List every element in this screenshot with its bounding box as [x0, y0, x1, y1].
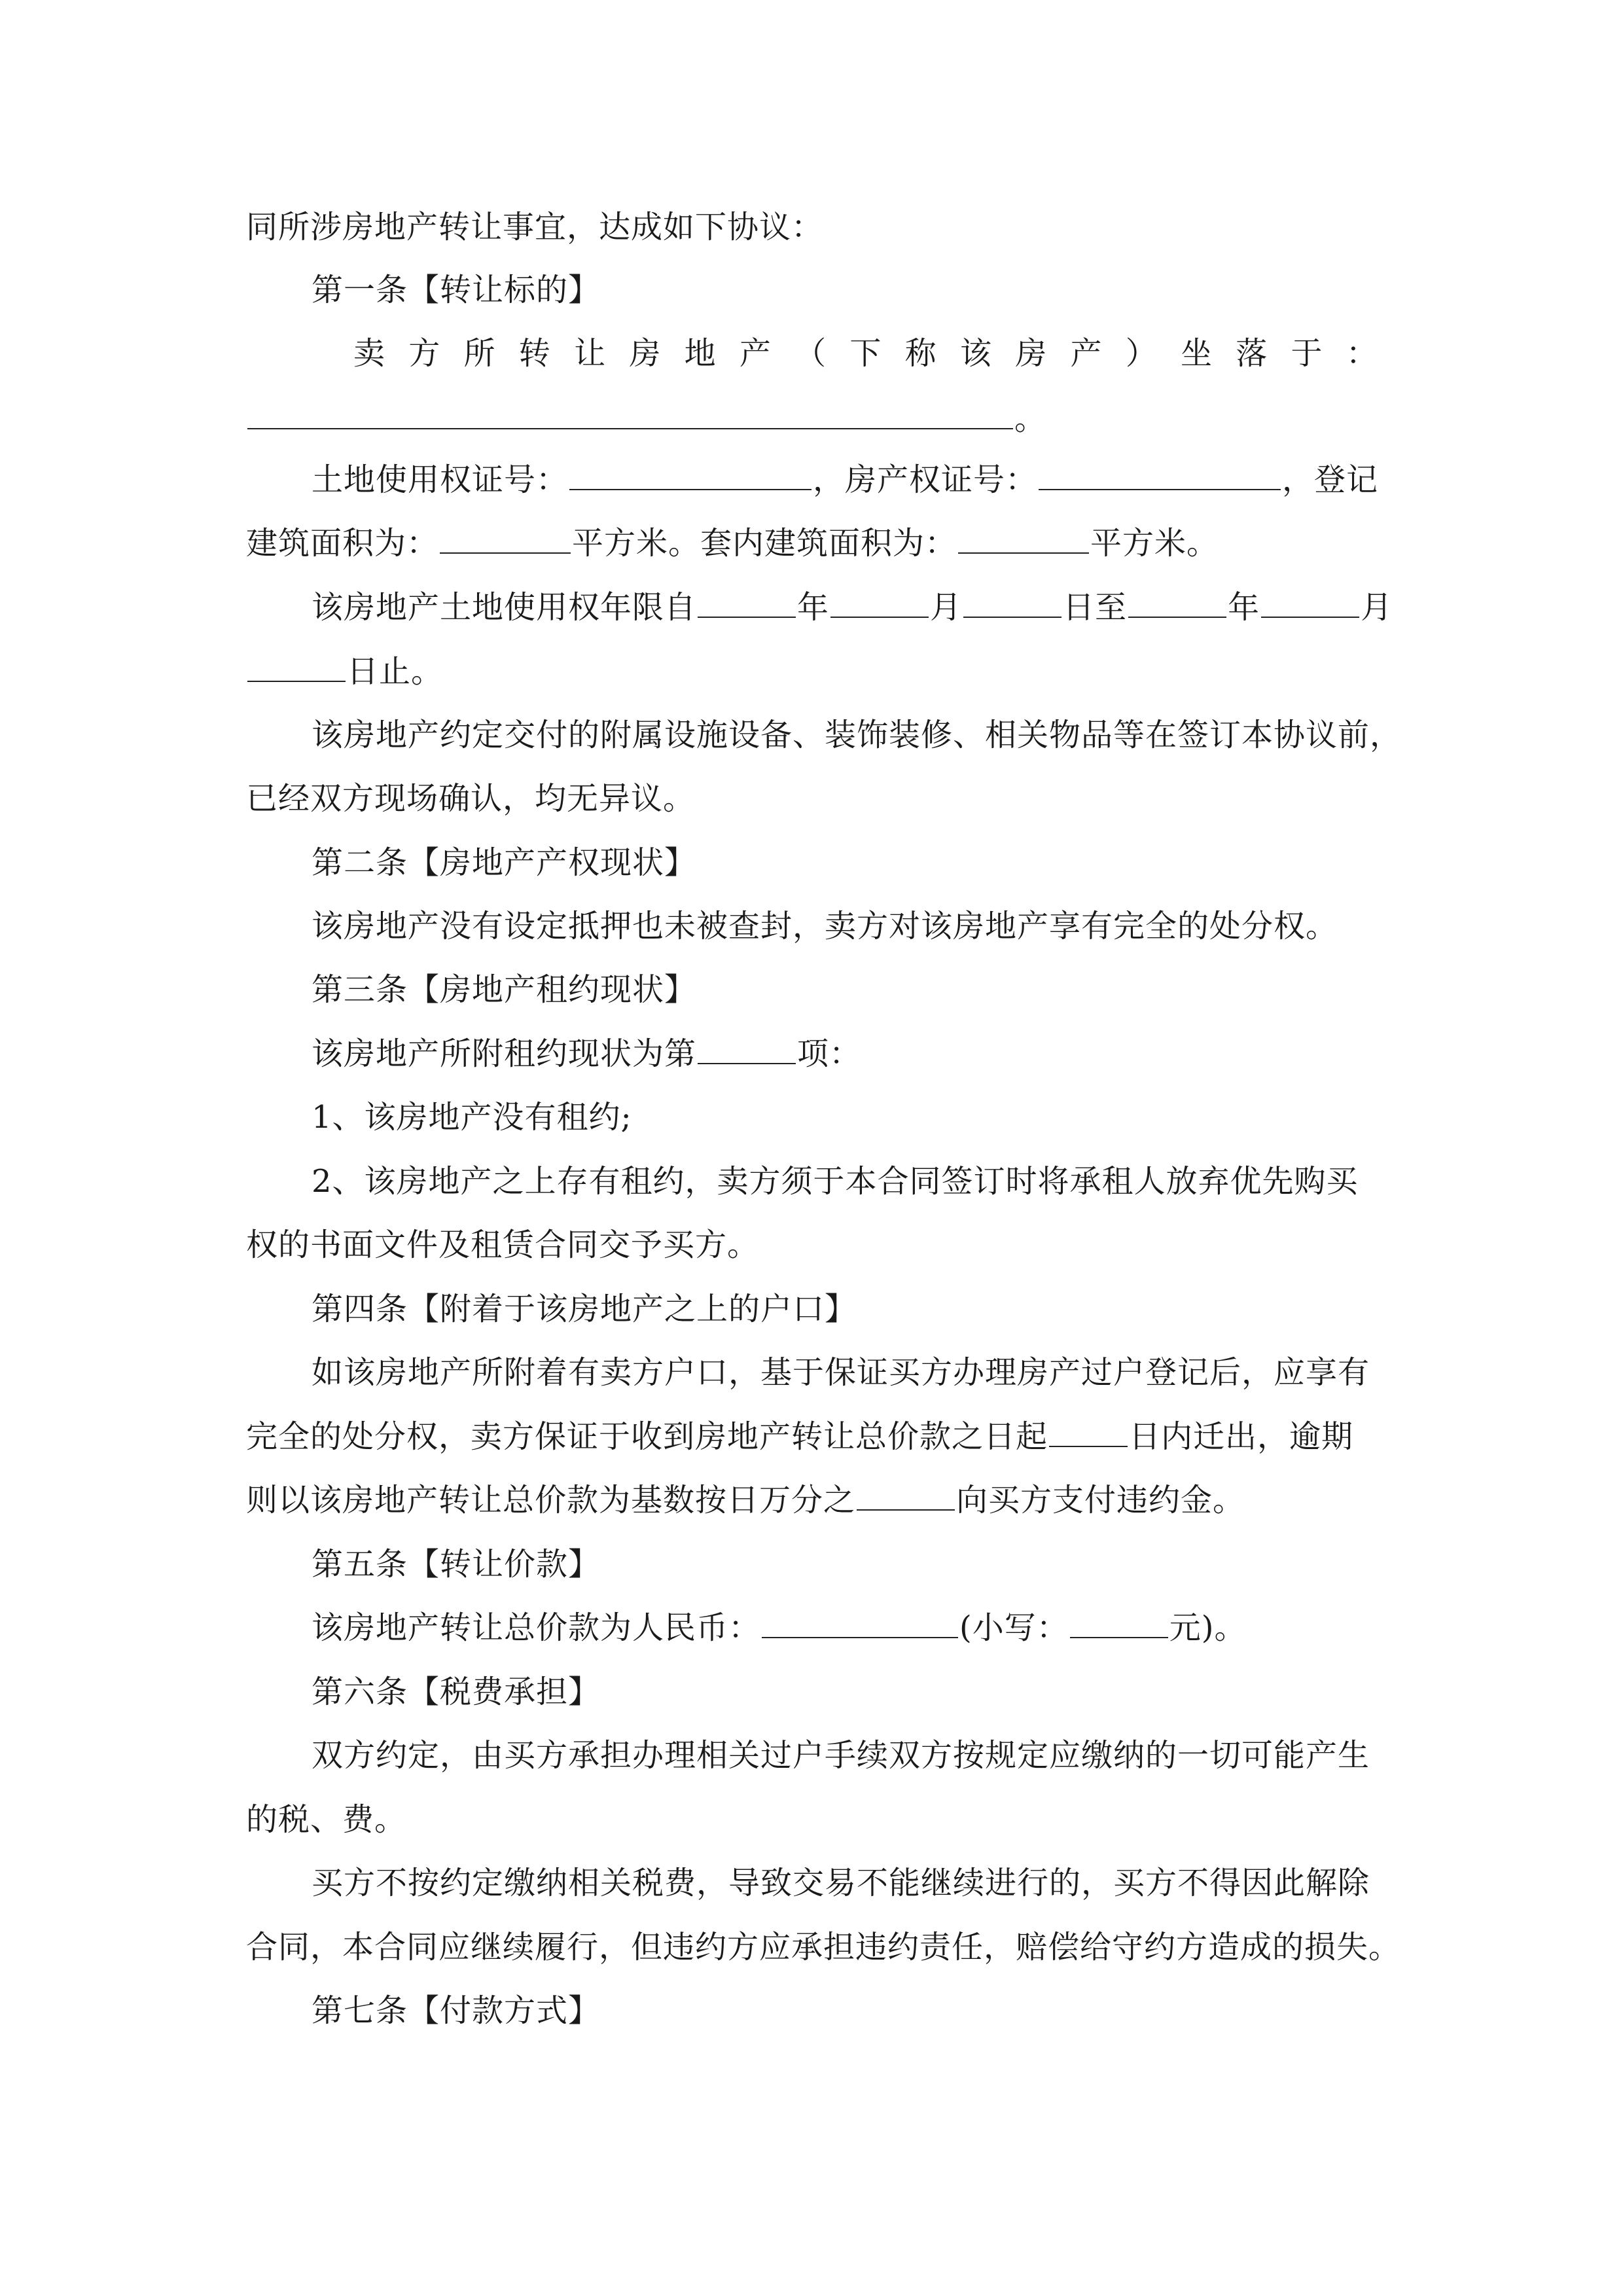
cert-line: [312, 460, 1378, 499]
location-char: 产: [739, 335, 772, 372]
area-label: 建筑面积为：: [246, 525, 439, 562]
location-char: 产: [1070, 335, 1103, 372]
start-month-blank[interactable]: [830, 588, 929, 618]
month-label: 月: [930, 589, 963, 626]
location-char: 方: [408, 335, 441, 372]
end-day-blank[interactable]: [247, 652, 346, 682]
article-4-line-3a: 则以该房地产转让总价款为基数按日万分之: [246, 1482, 856, 1518]
location-char: 该: [959, 335, 992, 372]
article-3-body-a: 该房地产所附租约现状为第: [312, 1035, 697, 1072]
day-to-label: 日至: [1063, 589, 1128, 626]
year-label: 年: [797, 589, 830, 626]
location-char: 落: [1236, 335, 1268, 372]
location-char: 称: [904, 335, 937, 372]
article-5-body: [312, 1608, 1378, 1647]
price-blank[interactable]: [762, 1608, 958, 1638]
article-5-title: 第五条【转让价款】: [312, 1546, 601, 1583]
location-char: 坐: [1180, 335, 1213, 372]
article-6-title: 第六条【税费承担】: [312, 1674, 601, 1710]
article-6-line-1: 双方约定，由买方承担办理相关过户手续双方按规定应缴纳的一切可能产生: [312, 1737, 1370, 1774]
period: 。: [1014, 401, 1047, 437]
location-char: 于: [1291, 335, 1323, 372]
lease-item-blank[interactable]: [698, 1034, 796, 1064]
article-4-line-2a: 完全的处分权，卖方保证于收到房地产转让总价款之日起: [246, 1418, 1048, 1455]
register-text: ，登记: [1282, 461, 1379, 498]
article-1-title: 第一条【转让标的】: [312, 272, 601, 308]
inner-area-blank[interactable]: [958, 524, 1089, 554]
end-year-blank[interactable]: [1128, 588, 1226, 618]
article-6-line-2: 的税、费。: [246, 1801, 407, 1838]
location-char: （: [794, 335, 827, 372]
article-3-item-1: 1、该房地产没有租约;: [312, 1099, 632, 1136]
price-unit: 元)。: [1169, 1609, 1247, 1646]
start-day-blank[interactable]: [963, 588, 1061, 618]
location-char: ：: [1346, 335, 1378, 372]
house-cert-label: ，房产权证号：: [813, 461, 1038, 498]
facilities-line-1: 该房地产约定交付的附属设施设备、装饰装修、相关物品等在签订本协议前，: [312, 717, 1402, 753]
penalty-rate-blank[interactable]: [857, 1480, 955, 1511]
location-blank-line: [246, 399, 1378, 439]
article-3-body-b: 项：: [797, 1035, 862, 1072]
article-4-line-2b: 日内迁出，逾期: [1129, 1418, 1354, 1455]
location-char: 房: [1015, 335, 1048, 372]
article-4-line-3b: 向买方支付违约金。: [956, 1482, 1245, 1518]
article-4-line-1: 如该房地产所附着有卖方户口，基于保证买方办理房产过户登记后，应享有: [312, 1354, 1370, 1391]
house-cert-blank[interactable]: [1039, 460, 1281, 490]
day-end-label: 日止。: [347, 653, 444, 690]
facilities-line-2: 已经双方现场确认，均无异议。: [246, 780, 696, 817]
location-char: 地: [684, 335, 717, 372]
article-3-item-2-line-2: 权的书面文件及租赁合同交予买方。: [246, 1227, 760, 1263]
price-label: 该房地产转让总价款为人民币：: [312, 1609, 761, 1646]
move-out-days-blank[interactable]: [1049, 1417, 1128, 1447]
price-small-blank[interactable]: [1070, 1608, 1168, 1638]
term-end-line: [246, 652, 1378, 691]
inner-area-label: 套内建筑面积为：: [700, 525, 957, 562]
inner-area-unit: 平方米。: [1090, 525, 1219, 562]
article-6-line-3: 买方不按约定缴纳相关税费，导致交易不能继续进行的，买方不得因此解除: [312, 1865, 1370, 1901]
article-4-line-2: [246, 1417, 1378, 1456]
article-6-line-4: 合同，本合同应继续履行，但违约方应承担违约责任，赔偿给守约方造成的损失。: [246, 1929, 1401, 1965]
article-7-title: 第七条【付款方式】: [312, 1992, 601, 2029]
year-label-2: 年: [1228, 589, 1260, 626]
location-char: 转: [518, 335, 551, 372]
article-1-location-line: [353, 334, 1378, 373]
start-year-blank[interactable]: [698, 588, 796, 618]
land-cert-label: 土地使用权证号：: [312, 461, 569, 498]
area-blank[interactable]: [440, 524, 571, 554]
term-start-label: 该房地产土地使用权年限自: [312, 589, 697, 626]
month-label-2: 月: [1361, 589, 1393, 626]
article-2-title: 第二条【房地产产权现状】: [312, 844, 697, 881]
area-unit: 平方米。: [572, 525, 701, 562]
land-cert-blank[interactable]: [569, 460, 812, 490]
location-char: 卖: [353, 335, 386, 372]
article-3-body: [312, 1034, 1378, 1073]
location-char: 所: [463, 335, 496, 372]
paragraph-intro: 同所涉房地产转让事宜，达成如下协议：: [246, 209, 824, 245]
article-2-body: 该房地产没有设定抵押也未被查封，卖方对该房地产享有完全的处分权。: [312, 908, 1338, 944]
location-blank[interactable]: [247, 399, 1013, 429]
location-char: 下: [849, 335, 882, 372]
price-small-label: (小写：: [959, 1609, 1069, 1646]
article-4-title: 第四条【附着于该房地产之上的户口】: [312, 1291, 857, 1327]
area-line: [246, 524, 1378, 563]
term-line: [312, 588, 1393, 627]
article-4-line-3: [246, 1480, 1378, 1520]
location-char: 让: [574, 335, 607, 372]
end-month-blank[interactable]: [1261, 588, 1359, 618]
location-char: ）: [1125, 335, 1158, 372]
location-char: 房: [629, 335, 662, 372]
article-3-title: 第三条【房地产租约现状】: [312, 971, 697, 1008]
article-3-item-2-line-1: 2、该房地产之上存有租约，卖方须于本合同签订时将承租人放弃优先购买: [312, 1163, 1359, 1200]
